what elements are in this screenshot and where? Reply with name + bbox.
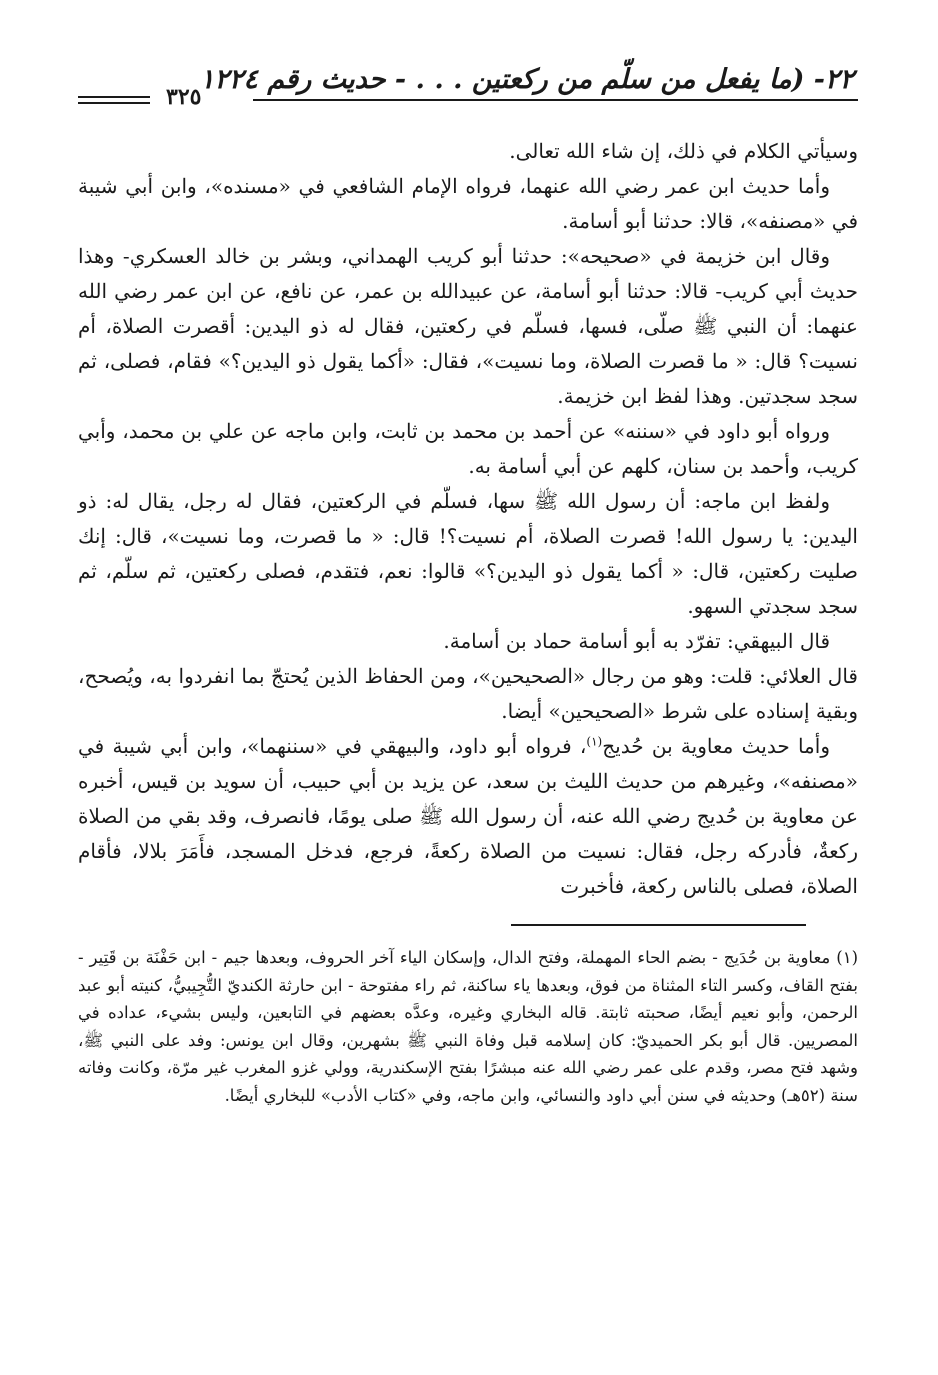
- main-text: [78, 134, 858, 904]
- page-number-rule-bottom: [78, 102, 150, 104]
- footnote-reference[interactable]: (١): [586, 734, 603, 749]
- footnote-marker: (١): [836, 948, 858, 967]
- footnote-text: معاوية بن حُدَيج - بضم الحاء المهملة، وفتح الدال، وإسكان الياء آخر الحروف، وبعدها جيم - ابن حَفْنَة بن قَتِير - بفتح القاف، وكسر التاء المثناة من فوق، وبعدها ياء ساكنة، ثم راء مفتوحة - ابن حارثة الكنديّ التُّجِيبيُّ، كنيته أبو عبد الرحمن، وأبو نعيم أيضًا، صحبته ثابتة. قاله البخاري وغيره، وعدَّه بعضهم في التابعين، وليس بشيء، عداده في المصريين. قال أبو بكر الحميديّ: كان إسلامه قبل وفاة النبي ﷺ بشهرين، وقال ابن يونس: وفد على النبي ﷺ، وشهد فتح مصر، وقدم على عمر رضي الله عنه مبشرًا بفتح الإسكندرية، وولي غزو المغرب غير مرّة، وكانت وفاته سنة (٥٢هـ) وحديثه في سنن أبي داود والنسائي، وابن ماجه، وفي «كتاب الأدب» للبخاري أيضًا.: [78, 948, 858, 1105]
- paragraph-text-after-ref: ، فرواه أبو داود، والبيهقي في «سننهما»، وابن أبي شيبة في «مصنفه»، وغيرهم من حديث الليث بن سعد، عن يزيد بن أبي حبيب، أن سويد بن قيس، أخبره عن معاوية بن حُديج رضي الله عنه، أن رسول الله ﷺ صلى يومًا، فانصرف، وقد بقي من الصلاة ركعةٌ، فأدركه رجل، فقال: نسيت من الصلاة ركعةً، فرجع، فدخل المسجد، فأَمَرَ بلالا، فأقام الصلاة، فصلى بالناس ركعة، فأخبرت: [78, 734, 858, 898]
- paragraph-text-before-ref: وأما حديث معاوية بن حُديج: [602, 734, 830, 758]
- paragraph: قال العلائي: قلت: وهو من رجال «الصحيحين»، ومن الحفاظ الذين يُحتجّ بما انفردوا به، ويُصحح، وبقية إسناده على شرط «الصحيحين» أيضا.: [78, 664, 858, 723]
- paragraph-with-footnote-ref: [78, 729, 858, 904]
- page-number-rule-top: [78, 96, 150, 98]
- paragraph: وقال ابن خزيمة في «صحيحه»: حدثنا أبو كريب الهمداني، وبشر بن خالد العسكري- وهذا حديث أبي كريب- قالا: حدثنا أبو أسامة، عن عبيدالله بن عمر، عن نافع، عن ابن عمر رضي الله عنهما: أن النبي ﷺ صلّى، فسها، فسلّم في ركعتين، فقال له ذو اليدين: أقصرت الصلاة، أم نسيت؟ قال: « ما قصرت الصلاة، وما نسيت»، فقال: «أكما يقول ذو اليدين؟» فقام، فصلى، ثم سجد سجدتين. وهذا لفظ ابن خزيمة.: [78, 244, 858, 408]
- running-header: [78, 58, 858, 110]
- paragraph: وأما حديث ابن عمر رضي الله عنهما، فرواه الإمام الشافعي في «مسنده»، وابن أبي شيبة في «مصنفه»، قالا: حدثنا أبو أسامة.: [78, 174, 858, 233]
- paragraph: ورواه أبو داود في «سننه» عن أحمد بن محمد بن ثابت، وابن ماجه عن علي بن محمد، وأبي كريب، وأحمد بن سنان، كلهم عن أبي أسامة به.: [78, 419, 858, 478]
- footnote-separator: [511, 924, 806, 926]
- paragraph: قال البيهقي: تفرّد به أبو أسامة حماد بن أسامة.: [443, 629, 830, 653]
- page-number: ٣٢٥: [166, 84, 202, 110]
- footnotes-section: [78, 944, 858, 1109]
- paragraph: وسيأتي الكلام في ذلك، إن شاء الله تعالى.: [509, 139, 858, 163]
- footnote: [78, 944, 858, 1109]
- header-rule: [253, 99, 858, 101]
- paragraph: ولفظ ابن ماجه: أن رسول الله ﷺ سها، فسلّم في الركعتين، فقال له رجل، يقال له: ذو اليدين: يا رسول الله! قصرت الصلاة، أم نسيت؟! قال: « ما قصرت، وما نسيت»، قال: إنك صليت ركعتين، قال: « أكما يقول ذو اليدين؟» قالوا: نعم، فتقدم، فصلى ركعتين، ثم سلّم، ثم سجد سجدتي السهو.: [78, 489, 858, 618]
- document-page: [78, 58, 858, 1348]
- chapter-title: ٢٢- (ما يفعل من سلّم من ركعتين . . . - حديث رقم ١٢٢٤: [199, 64, 854, 95]
